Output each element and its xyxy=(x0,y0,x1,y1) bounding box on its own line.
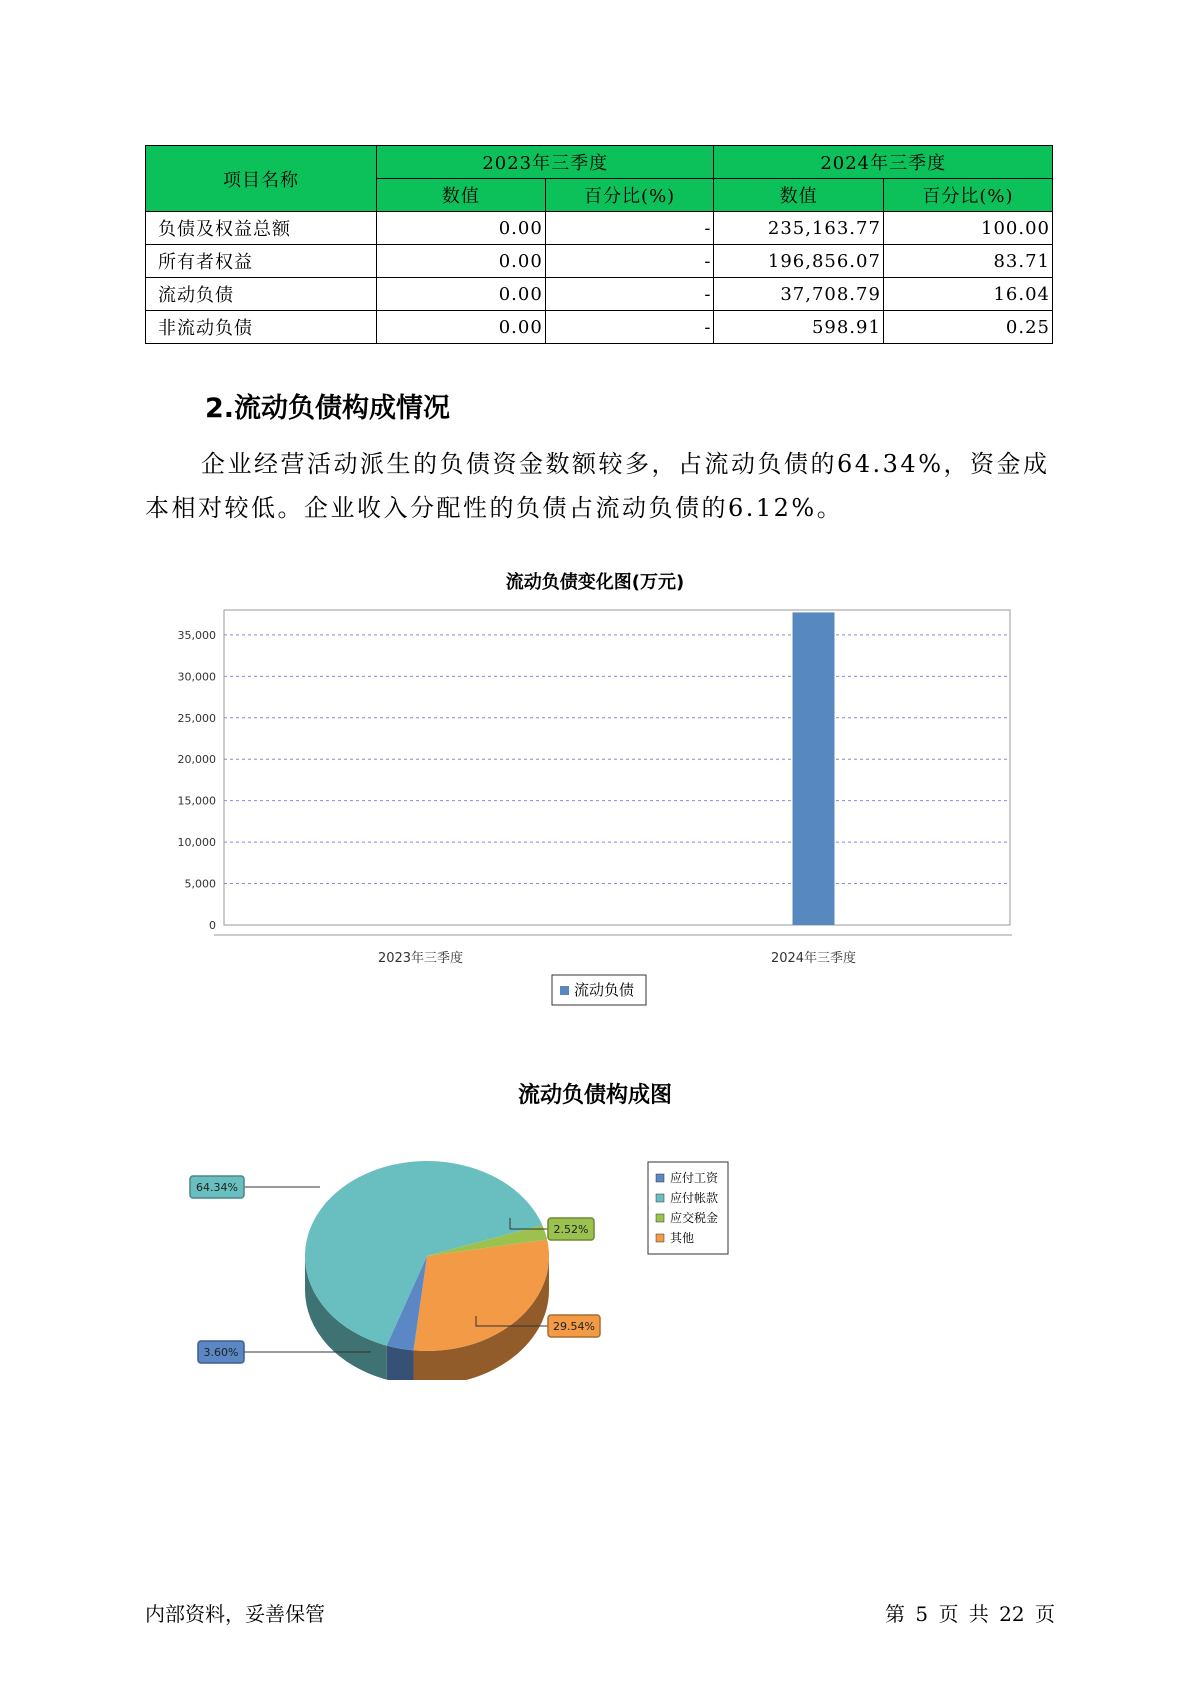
legend-swatch xyxy=(656,1174,664,1182)
row-value-2023: 0.00 xyxy=(377,212,546,245)
table-row xyxy=(146,212,1053,245)
row-percent-2024: 83.71 xyxy=(883,245,1052,278)
section-title: 2.流动负债构成情况 xyxy=(205,393,451,424)
legend-swatch xyxy=(656,1234,664,1242)
row-percent-2023: - xyxy=(545,278,714,311)
row-name: 所有者权益 xyxy=(146,245,377,278)
legend-swatch xyxy=(656,1214,664,1222)
row-name: 非流动负债 xyxy=(146,311,377,344)
row-name: 流动负债 xyxy=(146,278,377,311)
y-tick-label: 25,000 xyxy=(177,711,216,725)
header-percent-2023: 百分比(%) xyxy=(545,179,714,212)
legend-label: 其他 xyxy=(670,1231,695,1245)
pie-chart-title: 流动负债构成图 xyxy=(517,1083,672,1108)
row-value-2024: 37,708.79 xyxy=(714,278,883,311)
table-row xyxy=(146,278,1053,311)
pie-chart xyxy=(180,1140,820,1380)
legend-label: 应交税金 xyxy=(670,1211,719,1225)
y-tick-label: 15,000 xyxy=(177,794,216,808)
row-percent-2024: 0.25 xyxy=(883,311,1052,344)
y-tick-label: 0 xyxy=(209,919,216,932)
row-value-2023: 0.00 xyxy=(377,245,546,278)
row-percent-2023: - xyxy=(545,245,714,278)
callout-label: 2.52% xyxy=(553,1223,589,1236)
header-value-2024: 数值 xyxy=(714,179,883,212)
legend-label: 应付帐款 xyxy=(670,1191,719,1205)
legend-label: 流动负债 xyxy=(574,981,635,999)
legend-label: 应付工资 xyxy=(670,1171,719,1185)
header-item-name: 项目名称 xyxy=(146,146,377,212)
row-value-2023: 0.00 xyxy=(377,311,546,344)
row-name: 负债及权益总额 xyxy=(146,212,377,245)
table-row xyxy=(146,311,1053,344)
row-value-2024: 196,856.07 xyxy=(714,245,883,278)
legend-swatch xyxy=(656,1194,664,1202)
y-tick-label: 20,000 xyxy=(177,753,216,767)
header-percent-2024: 百分比(%) xyxy=(883,179,1052,212)
row-value-2024: 598.91 xyxy=(714,311,883,344)
header-2024: 2024年三季度 xyxy=(714,146,1053,179)
row-percent-2023: - xyxy=(545,311,714,344)
x-tick-label: 2023年三季度 xyxy=(377,951,464,966)
callout-label: 3.60% xyxy=(203,1346,239,1359)
bar-2024年三季度 xyxy=(793,612,835,925)
slice-side-应付工资 xyxy=(387,1346,414,1380)
row-value-2024: 235,163.77 xyxy=(714,212,883,245)
liabilities-table xyxy=(145,145,1053,344)
row-percent-2024: 16.04 xyxy=(883,278,1052,311)
plot-area xyxy=(224,610,1010,925)
row-value-2023: 0.00 xyxy=(377,278,546,311)
footer-confidential: 内部资料，妥善保管 xyxy=(145,1602,325,1626)
callout-label: 64.34% xyxy=(196,1181,238,1194)
x-tick-label: 2024年三季度 xyxy=(770,951,857,966)
y-tick-label: 30,000 xyxy=(177,670,216,684)
bar-chart xyxy=(150,600,1030,1020)
footer-page-number: 第 5 页 共 22 页 xyxy=(885,1602,1055,1626)
y-tick-label: 10,000 xyxy=(177,836,216,850)
y-tick-label: 35,000 xyxy=(177,628,216,642)
y-tick-label: 5,000 xyxy=(184,877,216,891)
legend-swatch xyxy=(560,986,569,995)
row-percent-2023: - xyxy=(545,212,714,245)
header-value-2023: 数值 xyxy=(377,179,546,212)
bar-chart-title: 流动负债变化图(万元) xyxy=(505,572,685,593)
callout-label: 29.54% xyxy=(553,1320,595,1333)
header-2023: 2023年三季度 xyxy=(377,146,714,179)
row-percent-2024: 100.00 xyxy=(883,212,1052,245)
section-paragraph: 企业经营活动派生的负债资金数额较多，占流动负债的64.34%，资金成本相对较低。企业收入分配性的负债占流动负债的6.12%。 xyxy=(145,450,1050,522)
table-row xyxy=(146,245,1053,278)
